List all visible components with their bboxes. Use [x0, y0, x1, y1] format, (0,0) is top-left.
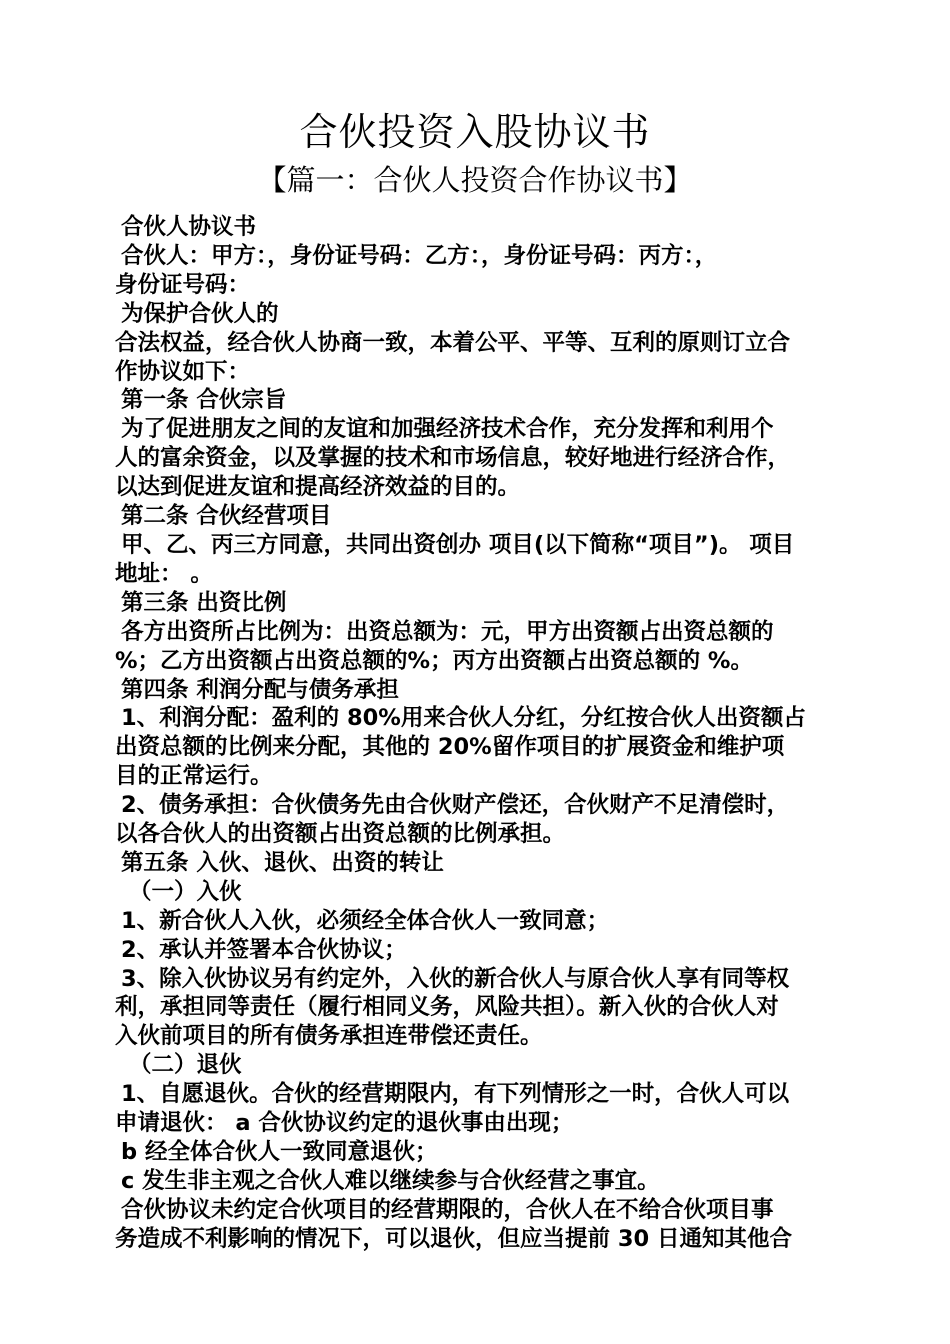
paragraph-line: b 经全体合伙人一致同意退伙；: [121, 1139, 438, 1165]
paragraph-line: 身份证号码：: [115, 271, 251, 298]
paragraph-line: c 发生非主观之合伙人难以继续参与合伙经营之事宜。: [121, 1167, 660, 1194]
paragraph-line: 合伙协议未约定合伙项目的经营期限的，合伙人在不给合伙项目事: [121, 1196, 774, 1223]
paragraph-line: 目的正常运行。: [115, 763, 273, 790]
document-title: 合伙投资入股协议书: [299, 110, 651, 154]
paragraph-line: 地址： 。: [115, 560, 213, 587]
paragraph-line: 为保护合伙人的: [121, 300, 279, 327]
article-heading: 第一条 合伙宗旨: [121, 387, 287, 414]
paragraph-line: 1、利润分配：盈利的 80%用来合伙人分红，分红按合伙人出资额占: [121, 705, 806, 732]
article-heading: 第四条 利润分配与债务承担: [121, 676, 399, 703]
paragraph-line: 3、除入伙协议另有约定外，入伙的新合伙人与原合伙人享有同等权: [121, 965, 790, 992]
paragraph-line: %；乙方出资额占出资总额的%；丙方出资额占出资总额的 %。: [115, 647, 753, 674]
paragraph-line: 以达到促进友谊和提高经济效益的目的。: [115, 474, 521, 501]
subsection-heading: （二）退伙: [129, 1052, 242, 1079]
paragraph-line: 人的富余资金，以及掌握的技术和市场信息，较好地进行经济合作，: [115, 445, 791, 472]
document-body: [115, 213, 840, 1254]
paragraph-line: 作协议如下：: [115, 358, 251, 385]
paragraph-line: 务造成不利影响的情况下，可以退伙，但应当提前 30 日通知其他合: [115, 1225, 792, 1252]
paragraph-line: 2、承认并签署本合伙协议；: [121, 936, 407, 963]
paragraph-line: 2、债务承担：合伙债务先由合伙财产偿还，合伙财产不足清偿时，: [121, 792, 790, 819]
paragraph-line: 入伙前项目的所有债务承担连带偿还责任。: [115, 1023, 543, 1050]
subsection-heading: （一）入伙: [129, 878, 242, 905]
paragraph-line: 1、新合伙人入伙，必须经全体合伙人一致同意；: [121, 907, 610, 934]
paragraph-line: 1、自愿退伙。合伙的经营期限内，有下列情形之一时，合伙人可以: [121, 1081, 790, 1108]
paragraph-line: 合伙人：甲方：，身份证号码：乙方：，身份证号码：丙方：，: [121, 242, 718, 269]
article-heading: 第二条 合伙经营项目: [121, 503, 332, 530]
document-subtitle: 【篇一：合伙人投资合作协议书】: [257, 163, 693, 197]
section-heading: 合伙人协议书: [121, 214, 257, 240]
paragraph-line: 以各合伙人的出资额占出资总额的比例承担。: [115, 821, 566, 848]
paragraph-line: 利，承担同等责任（履行相同义务，风险共担）。新入伙的合伙人对: [115, 994, 779, 1021]
paragraph-line: 各方出资所占比例为：出资总额为：元，甲方出资额占出资总额的: [121, 618, 774, 645]
paragraph-line: 合法权益，经合伙人协商一致，本着公平、平等、互利的原则订立合: [115, 329, 791, 356]
article-heading: 第三条 出资比例: [121, 589, 287, 616]
paragraph-line: 为了促进朋友之间的友谊和加强经济技术合作，充分发挥和利用个: [121, 416, 774, 443]
paragraph-line: 出资总额的比例来分配，其他的 20%留作项目的扩展资金和维护项: [115, 734, 785, 761]
paragraph-line: 甲、乙、丙三方同意，共同出资创办 项目(以下简称“项目”)。 项目: [121, 531, 795, 558]
article-heading: 第五条 入伙、退伙、出资的转让: [121, 849, 444, 876]
paragraph-line: 申请退伙： a 合伙协议约定的退伙事由出现；: [115, 1110, 574, 1137]
